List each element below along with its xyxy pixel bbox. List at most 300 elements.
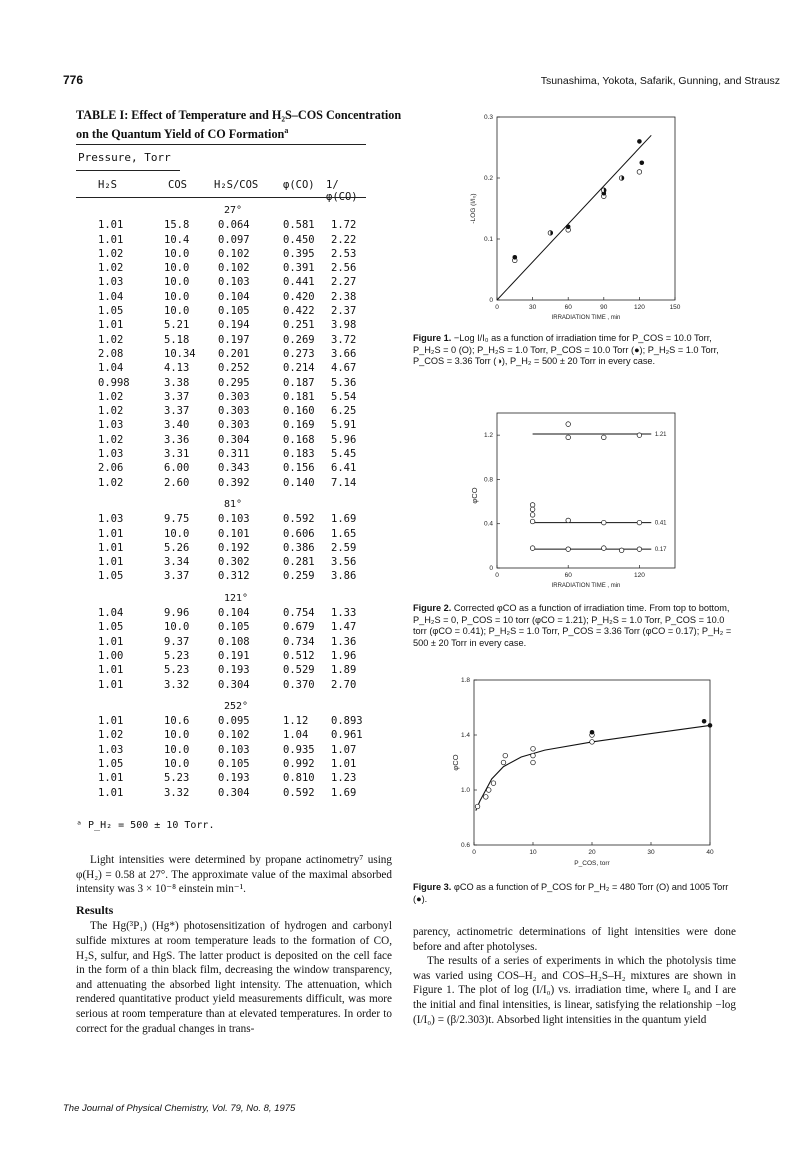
temperature-group-heading xyxy=(76,205,366,219)
data-point xyxy=(530,513,535,518)
table-cell: 0.102 xyxy=(218,247,250,260)
table-cell: 2.59 xyxy=(331,541,357,554)
table-cell: 0.102 xyxy=(218,262,250,275)
table-cell: 0.097 xyxy=(218,233,250,246)
figure-2-caption xyxy=(413,603,736,649)
table-cell: 0.295 xyxy=(218,376,250,389)
table-cell: 3.86 xyxy=(331,570,357,583)
data-point xyxy=(530,546,535,551)
table-cell: 2.37 xyxy=(331,305,357,318)
table-cell: 3.56 xyxy=(331,556,357,569)
table-cell: 1.03 xyxy=(98,276,124,289)
y-axis-label: -LOG (I/I₀) xyxy=(470,193,477,224)
x-tick-label: 30 xyxy=(647,849,655,856)
table-cell: 7.14 xyxy=(331,476,357,489)
temperature-label: 252° xyxy=(224,700,249,712)
table-body xyxy=(76,205,366,801)
table-row xyxy=(76,319,366,333)
data-point xyxy=(637,520,642,525)
table-cell: 1.05 xyxy=(98,621,124,634)
table-cell: 0.252 xyxy=(218,362,250,375)
table-cell: 1.03 xyxy=(98,419,124,432)
table-cell: 10.0 xyxy=(164,305,190,318)
table-cell: 1.89 xyxy=(331,664,357,677)
x-tick-label: 150 xyxy=(669,304,681,311)
table-cell: 9.96 xyxy=(164,607,190,620)
table-cell: 0.311 xyxy=(218,448,250,461)
level-label: 1.21 xyxy=(654,432,667,439)
table-cell: 0.303 xyxy=(218,419,250,432)
table-row xyxy=(76,276,366,290)
table-row xyxy=(76,636,366,650)
col-h2s: H₂S xyxy=(98,179,117,191)
table-cell: 2.60 xyxy=(164,476,190,489)
table-row xyxy=(76,542,366,556)
table-cell: 10.0 xyxy=(164,621,190,634)
table-cell: 10.0 xyxy=(164,757,190,770)
table-cell: 1.00 xyxy=(98,649,124,662)
figure-3-caption-text: φCO as a function of P_COS for P_H₂ = 480 Torr (O) and 1005 Torr (●). xyxy=(413,882,729,904)
table-cell: 1.96 xyxy=(331,649,357,662)
data-point xyxy=(637,170,642,175)
table-cell: 1.04 xyxy=(98,290,124,303)
data-point xyxy=(475,804,480,809)
table-cell: 0.140 xyxy=(283,476,315,489)
table-cell: 2.27 xyxy=(331,276,357,289)
table-cell: 2.53 xyxy=(331,247,357,260)
table-cell: 3.37 xyxy=(164,570,190,583)
table-cell: 3.37 xyxy=(164,390,190,403)
y-tick-label: 0.1 xyxy=(483,236,493,243)
data-point xyxy=(491,781,496,786)
table-cell: 0.105 xyxy=(218,621,250,634)
table-cell: 1.01 xyxy=(331,757,357,770)
table-cell: 0.259 xyxy=(283,570,315,583)
table-cell: 3.40 xyxy=(164,419,190,432)
table-cell: 1.01 xyxy=(98,678,124,691)
paragraph-figure1-discussion: The results of a series of experiments in which the photolysis time was varied using COS–H₂ and COS–H₂S–H₂ mixtures are shown in Figure 1. The plot of log (I/I₀) vs. irradiation time, where I₀ and I are the initial and final intensities, is linear, satisfying the relationship −log (I/I₀) = (β/2.303)t. Absorbed light intensities in the quantum yield xyxy=(413,955,736,1026)
x-axis-label: IRRADIATION TIME , min xyxy=(551,583,621,589)
table-cell: 0.734 xyxy=(283,635,315,648)
table-cell: 0.105 xyxy=(218,757,250,770)
table-row xyxy=(76,528,366,542)
table-cell: 3.32 xyxy=(164,678,190,691)
table-row xyxy=(76,377,366,391)
table-row xyxy=(76,607,366,621)
x-tick-label: 60 xyxy=(564,572,572,579)
table-row xyxy=(76,248,366,262)
table-cell: 0.102 xyxy=(218,729,250,742)
table-cell: 9.75 xyxy=(164,513,190,526)
data-point xyxy=(486,788,491,793)
table-cell: 1.05 xyxy=(98,305,124,318)
table-cell: 0.193 xyxy=(218,772,250,785)
table-cell: 2.56 xyxy=(331,262,357,275)
table-row xyxy=(76,291,366,305)
table-row xyxy=(76,219,366,233)
table-cell: 0.103 xyxy=(218,276,250,289)
data-point xyxy=(708,723,713,728)
table-cell: 0.103 xyxy=(218,513,250,526)
table-cell: 0.312 xyxy=(218,570,250,583)
table-cell: 0.064 xyxy=(218,219,250,232)
table-cell: 9.37 xyxy=(164,635,190,648)
table-cell: 1.04 xyxy=(98,607,124,620)
table-cell: 4.13 xyxy=(164,362,190,375)
table-cell: 1.01 xyxy=(98,715,124,728)
pressure-header: Pressure, Torr xyxy=(78,151,171,164)
table-cell: 1.02 xyxy=(98,476,124,489)
x-tick-label: 120 xyxy=(633,572,645,579)
figure-2-chart xyxy=(455,405,705,595)
table-cell: 0.303 xyxy=(218,405,250,418)
table-cell: 3.34 xyxy=(164,556,190,569)
table-row xyxy=(76,262,366,276)
data-point xyxy=(639,160,644,165)
table-top-rule xyxy=(76,144,366,145)
x-tick-label: 90 xyxy=(600,304,608,311)
table-cell: 0.194 xyxy=(218,319,250,332)
y-tick-label: 0.4 xyxy=(483,520,493,528)
table-row xyxy=(76,570,366,584)
table-row xyxy=(76,556,366,570)
col-phi-co: φ(CO) xyxy=(283,179,315,191)
table-cell: 3.66 xyxy=(331,347,357,360)
data-point xyxy=(531,746,536,751)
right-body-column xyxy=(413,925,736,1027)
table-cell: 0.192 xyxy=(218,541,250,554)
plot-frame xyxy=(474,680,710,845)
data-point xyxy=(602,520,607,525)
table-cell: 3.32 xyxy=(164,786,190,799)
table-cell: 1.01 xyxy=(98,786,124,799)
left-body-column xyxy=(76,853,392,1036)
table-cell: 0.169 xyxy=(283,419,315,432)
table-cell: 0.168 xyxy=(283,433,315,446)
table-cell: 0.395 xyxy=(283,247,315,260)
table-row xyxy=(76,334,366,348)
table-cell: 0.281 xyxy=(283,556,315,569)
col-inv-phi-co: 1/φ(CO) xyxy=(326,179,358,203)
table-row xyxy=(76,234,366,248)
table-cell: 1.23 xyxy=(331,772,357,785)
level-label: 0.17 xyxy=(654,547,667,554)
table-cell: 0.998 xyxy=(98,376,130,389)
table-cell: 0.592 xyxy=(283,786,315,799)
y-tick-label: 1.2 xyxy=(483,432,493,440)
x-axis-label: IRRADIATION TIME , min xyxy=(551,315,621,321)
table-cell: 6.25 xyxy=(331,405,357,418)
table-cell: 0.422 xyxy=(283,305,315,318)
y-axis-label: φCO xyxy=(451,754,460,771)
table-cell: 0.370 xyxy=(283,678,315,691)
table-cell: 3.72 xyxy=(331,333,357,346)
data-point xyxy=(531,760,536,765)
group-spacer xyxy=(76,585,366,593)
table-row xyxy=(76,434,366,448)
table-cell: 10.0 xyxy=(164,247,190,260)
table-cell: 0.183 xyxy=(283,448,315,461)
page-number: 776 xyxy=(63,73,84,87)
figure-1-caption xyxy=(413,333,736,368)
table-cell: 2.70 xyxy=(331,678,357,691)
x-tick-label: 30 xyxy=(528,304,537,311)
table-cell: 1.01 xyxy=(98,219,124,232)
table-cell: 1.05 xyxy=(98,570,124,583)
table-cell: 1.04 xyxy=(283,729,309,742)
table-cell: 2.22 xyxy=(331,233,357,246)
data-point xyxy=(484,795,489,800)
table-cell: 0.512 xyxy=(283,649,315,662)
table-cell: 1.12 xyxy=(283,715,309,728)
data-point xyxy=(637,139,642,144)
table-cell: 10.4 xyxy=(164,233,190,246)
table-cell: 0.108 xyxy=(218,635,250,648)
table-cell: 1.01 xyxy=(98,772,124,785)
y-tick-label: 0.3 xyxy=(483,114,493,121)
table-cell: 1.69 xyxy=(331,786,357,799)
table-cell: 10.0 xyxy=(164,262,190,275)
temperature-label: 27° xyxy=(224,205,243,216)
data-point xyxy=(501,760,506,765)
table-cell: 0.105 xyxy=(218,305,250,318)
table-row xyxy=(76,664,366,678)
data-point xyxy=(530,507,535,512)
table-cell: 3.36 xyxy=(164,433,190,446)
table-cell: 5.26 xyxy=(164,541,190,554)
table-cell: 0.302 xyxy=(218,556,250,569)
journal-footer: The Journal of Physical Chemistry, Vol. 79, No. 8, 1975 xyxy=(63,1103,296,1114)
figure-3-label: Figure 3. xyxy=(413,882,452,892)
table-cell: 1.01 xyxy=(98,233,124,246)
running-header-authors: Tsunashima, Yokota, Safarik, Gunning, and Strausz xyxy=(540,75,780,87)
y-tick-label: 0.8 xyxy=(483,476,493,484)
data-point xyxy=(602,435,607,440)
group-spacer xyxy=(76,693,366,701)
table-cell: 1.03 xyxy=(98,743,124,756)
table-cell: 0.191 xyxy=(218,649,250,662)
table-cell: 1.02 xyxy=(98,405,124,418)
temperature-group-heading xyxy=(76,593,366,607)
y-tick-label: 0.2 xyxy=(483,175,493,182)
table-cell: 2.06 xyxy=(98,462,124,475)
table-cell: 3.98 xyxy=(331,319,357,332)
table-row xyxy=(76,513,366,527)
table-row xyxy=(76,621,366,635)
temperature-group-heading xyxy=(76,701,366,715)
table-cell: 4.67 xyxy=(331,362,357,375)
table-row xyxy=(76,448,366,462)
table-title-footnote-mark: a xyxy=(284,126,289,135)
table-cell: 0.529 xyxy=(283,664,315,677)
x-tick-label: 120 xyxy=(633,304,645,311)
x-tick-label: 10 xyxy=(529,849,537,856)
x-tick-label: 0 xyxy=(495,304,499,311)
table-cell: 5.18 xyxy=(164,333,190,346)
table-cell: 10.0 xyxy=(164,743,190,756)
table-cell: 5.21 xyxy=(164,319,190,332)
table-cell: 1.02 xyxy=(98,262,124,275)
table-cell: 0.156 xyxy=(283,462,315,475)
table-cell: 10.0 xyxy=(164,527,190,540)
table-cell: 0.103 xyxy=(218,743,250,756)
table-cell: 5.23 xyxy=(164,664,190,677)
table-row xyxy=(76,462,366,476)
table-cell: 10.6 xyxy=(164,715,190,728)
table-cell: 0.893 xyxy=(331,715,363,728)
table-cell: 3.37 xyxy=(164,405,190,418)
table-cell: 5.23 xyxy=(164,649,190,662)
table-cell: 0.193 xyxy=(218,664,250,677)
data-point xyxy=(590,740,595,745)
paragraph-continuation: parency, actinometric determinations of light intensities were done before and after photolyses. xyxy=(413,926,736,953)
figure-1-label: Figure 1. xyxy=(413,333,452,343)
table-cell: 0.269 xyxy=(283,333,315,346)
table-cell: 0.386 xyxy=(283,541,315,554)
table-cell: 1.01 xyxy=(98,664,124,677)
table-cell: 5.23 xyxy=(164,772,190,785)
col-cos: COS xyxy=(168,179,187,191)
figure-3-caption xyxy=(413,882,736,905)
table-row xyxy=(76,362,366,376)
data-point xyxy=(637,547,642,552)
table-cell: 1.02 xyxy=(98,390,124,403)
table-cell: 0.392 xyxy=(218,476,250,489)
table-cell: 1.02 xyxy=(98,433,124,446)
table-cell: 0.201 xyxy=(218,347,250,360)
table-cell: 1.02 xyxy=(98,333,124,346)
data-point xyxy=(602,546,607,551)
y-tick-label: 0 xyxy=(489,297,493,304)
table-cell: 1.65 xyxy=(331,527,357,540)
data-point xyxy=(530,519,535,524)
results-heading: Results xyxy=(76,902,114,917)
data-point xyxy=(566,518,571,523)
table-cell: 2.08 xyxy=(98,347,124,360)
table-cell: 0.754 xyxy=(283,607,315,620)
data-point xyxy=(566,422,571,427)
table-cell: 5.91 xyxy=(331,419,357,432)
table-cell: 1.01 xyxy=(98,541,124,554)
table-cell: 1.07 xyxy=(331,743,357,756)
plot-frame xyxy=(497,117,675,300)
table-cell: 10.34 xyxy=(164,347,196,360)
table-row xyxy=(76,419,366,433)
figure-1-caption-text: −Log I/I₀ as a function of irradiation time for P_COS = 10.0 Torr, P_H₂S = 0 (O); P_H₂S = 1.0 Torr, P_COS = 10.0 Torr (●); P_H₂S = 1.0 Torr, P_COS = 3.36 Torr (◑), P_H₂ = 500 ± 20 Torr in every case. xyxy=(413,333,719,366)
table-header-rule xyxy=(76,197,366,198)
table-row xyxy=(76,729,366,743)
table-cell: 3.38 xyxy=(164,376,190,389)
table-cell: 0.935 xyxy=(283,743,315,756)
table-cell: 5.54 xyxy=(331,390,357,403)
table-row xyxy=(76,305,366,319)
table-cell: 0.304 xyxy=(218,678,250,691)
data-point xyxy=(513,255,518,260)
table-cell: 1.47 xyxy=(331,621,357,634)
paragraph-results: The Hg(³P₁) (Hg*) photosensitization of hydrogen and carbonyl sulfide mixtures at room temperature leads to the formation of CO, H₂S, sulfur, and HgS. The latter product is deposited on the cell face in the form of a thin black film, decreasing the window transparency, and attenuating the absorbed light intensity. The attenuation, which rendered quantitative product yield measurements difficult, was more serious at room temperature than at elevated temperatures. In order to correct for the gradual changes in trans- xyxy=(76,920,392,1035)
table-cell: 1.01 xyxy=(98,319,124,332)
table-cell: 0.679 xyxy=(283,621,315,634)
table-cell: 1.04 xyxy=(98,362,124,375)
table-cell: 1.01 xyxy=(98,527,124,540)
x-axis-label: P_COS, torr xyxy=(574,860,610,867)
x-tick-label: 60 xyxy=(564,304,572,311)
table-cell: 0.104 xyxy=(218,290,250,303)
data-point xyxy=(619,548,624,553)
table-cell: 0.304 xyxy=(218,786,250,799)
figure-2-caption-text: Corrected φCO as a function of irradiation time. From top to bottom, P_H₂S = 0, P_COS = 10 torr (φCO = 1.21); P_H₂S = 1.0 Torr, P_COS = 10.0 torr (φCO = 0.41); P_H₂S = 1.0 Torr, P_COS = 3.36 Torr (φCO = 0.17); P_H₂ = 500 ± 20 Torr in every case. xyxy=(413,603,732,648)
table-cell: 0.450 xyxy=(283,233,315,246)
table-title-text: TABLE I: Effect of Temperature and H₂S–COS Concentration on the Quantum Yield of CO Formation xyxy=(76,108,402,142)
table-cell: 5.45 xyxy=(331,448,357,461)
table-cell: 1.03 xyxy=(98,513,124,526)
table-cell: 0.095 xyxy=(218,715,250,728)
table-cell: 3.31 xyxy=(164,448,190,461)
y-tick-label: 1.0 xyxy=(460,787,470,794)
data-point xyxy=(566,225,571,230)
temperature-label: 81° xyxy=(224,498,243,510)
table-title xyxy=(76,108,416,142)
table-cell: 1.69 xyxy=(331,513,357,526)
table-cell: 0.592 xyxy=(283,513,315,526)
y-axis-label: φCO xyxy=(470,487,479,504)
table-cell: 0.606 xyxy=(283,527,315,540)
table-cell: 0.343 xyxy=(218,462,250,475)
table-cell: 1.36 xyxy=(331,635,357,648)
table-row xyxy=(76,787,366,801)
table-cell: 10.0 xyxy=(164,729,190,742)
table-cell: 1.33 xyxy=(331,607,357,620)
table-cell: 0.961 xyxy=(331,729,363,742)
table-row xyxy=(76,758,366,772)
figure-1-chart xyxy=(455,105,705,330)
table-cell: 1.03 xyxy=(98,448,124,461)
data-point xyxy=(702,719,707,724)
table-cell: 10.0 xyxy=(164,276,190,289)
data-point xyxy=(566,547,571,552)
col-ratio: H₂S/COS xyxy=(214,179,259,191)
table-cell: 0.810 xyxy=(283,772,315,785)
y-tick-label: 1.4 xyxy=(460,732,470,739)
table-cell: 0.181 xyxy=(283,390,315,403)
table-cell: 10.0 xyxy=(164,290,190,303)
table-cell: 0.160 xyxy=(283,405,315,418)
data-point xyxy=(531,753,536,758)
table-cell: 0.104 xyxy=(218,607,250,620)
table-cell: 0.187 xyxy=(283,376,315,389)
table-cell: 0.273 xyxy=(283,347,315,360)
y-tick-label: 0 xyxy=(489,565,493,572)
y-tick-label: 1.8 xyxy=(460,677,470,684)
table-cell: 0.303 xyxy=(218,390,250,403)
table-cell: 1.01 xyxy=(98,556,124,569)
group-spacer xyxy=(76,491,366,499)
temperature-label: 121° xyxy=(224,592,249,604)
table-row xyxy=(76,477,366,491)
table-row xyxy=(76,391,366,405)
fit-line xyxy=(497,135,651,300)
paragraph-actinometry: Light intensities were determined by propane actinometry⁷ using φ(H₂) = 0.58 at 27°. The approximate value of the maximal absorbed intensity was 3 × 10⁻⁸ einstein min⁻¹. xyxy=(76,854,392,896)
pressure-rule xyxy=(76,170,180,171)
table-cell: 15.8 xyxy=(164,219,190,232)
table-cell: 1.02 xyxy=(98,729,124,742)
temperature-group-heading xyxy=(76,499,366,513)
table-cell: 0.101 xyxy=(218,527,250,540)
table-cell: 6.00 xyxy=(164,462,190,475)
table-cell: 0.304 xyxy=(218,433,250,446)
table-cell: 0.197 xyxy=(218,333,250,346)
table-row xyxy=(76,405,366,419)
